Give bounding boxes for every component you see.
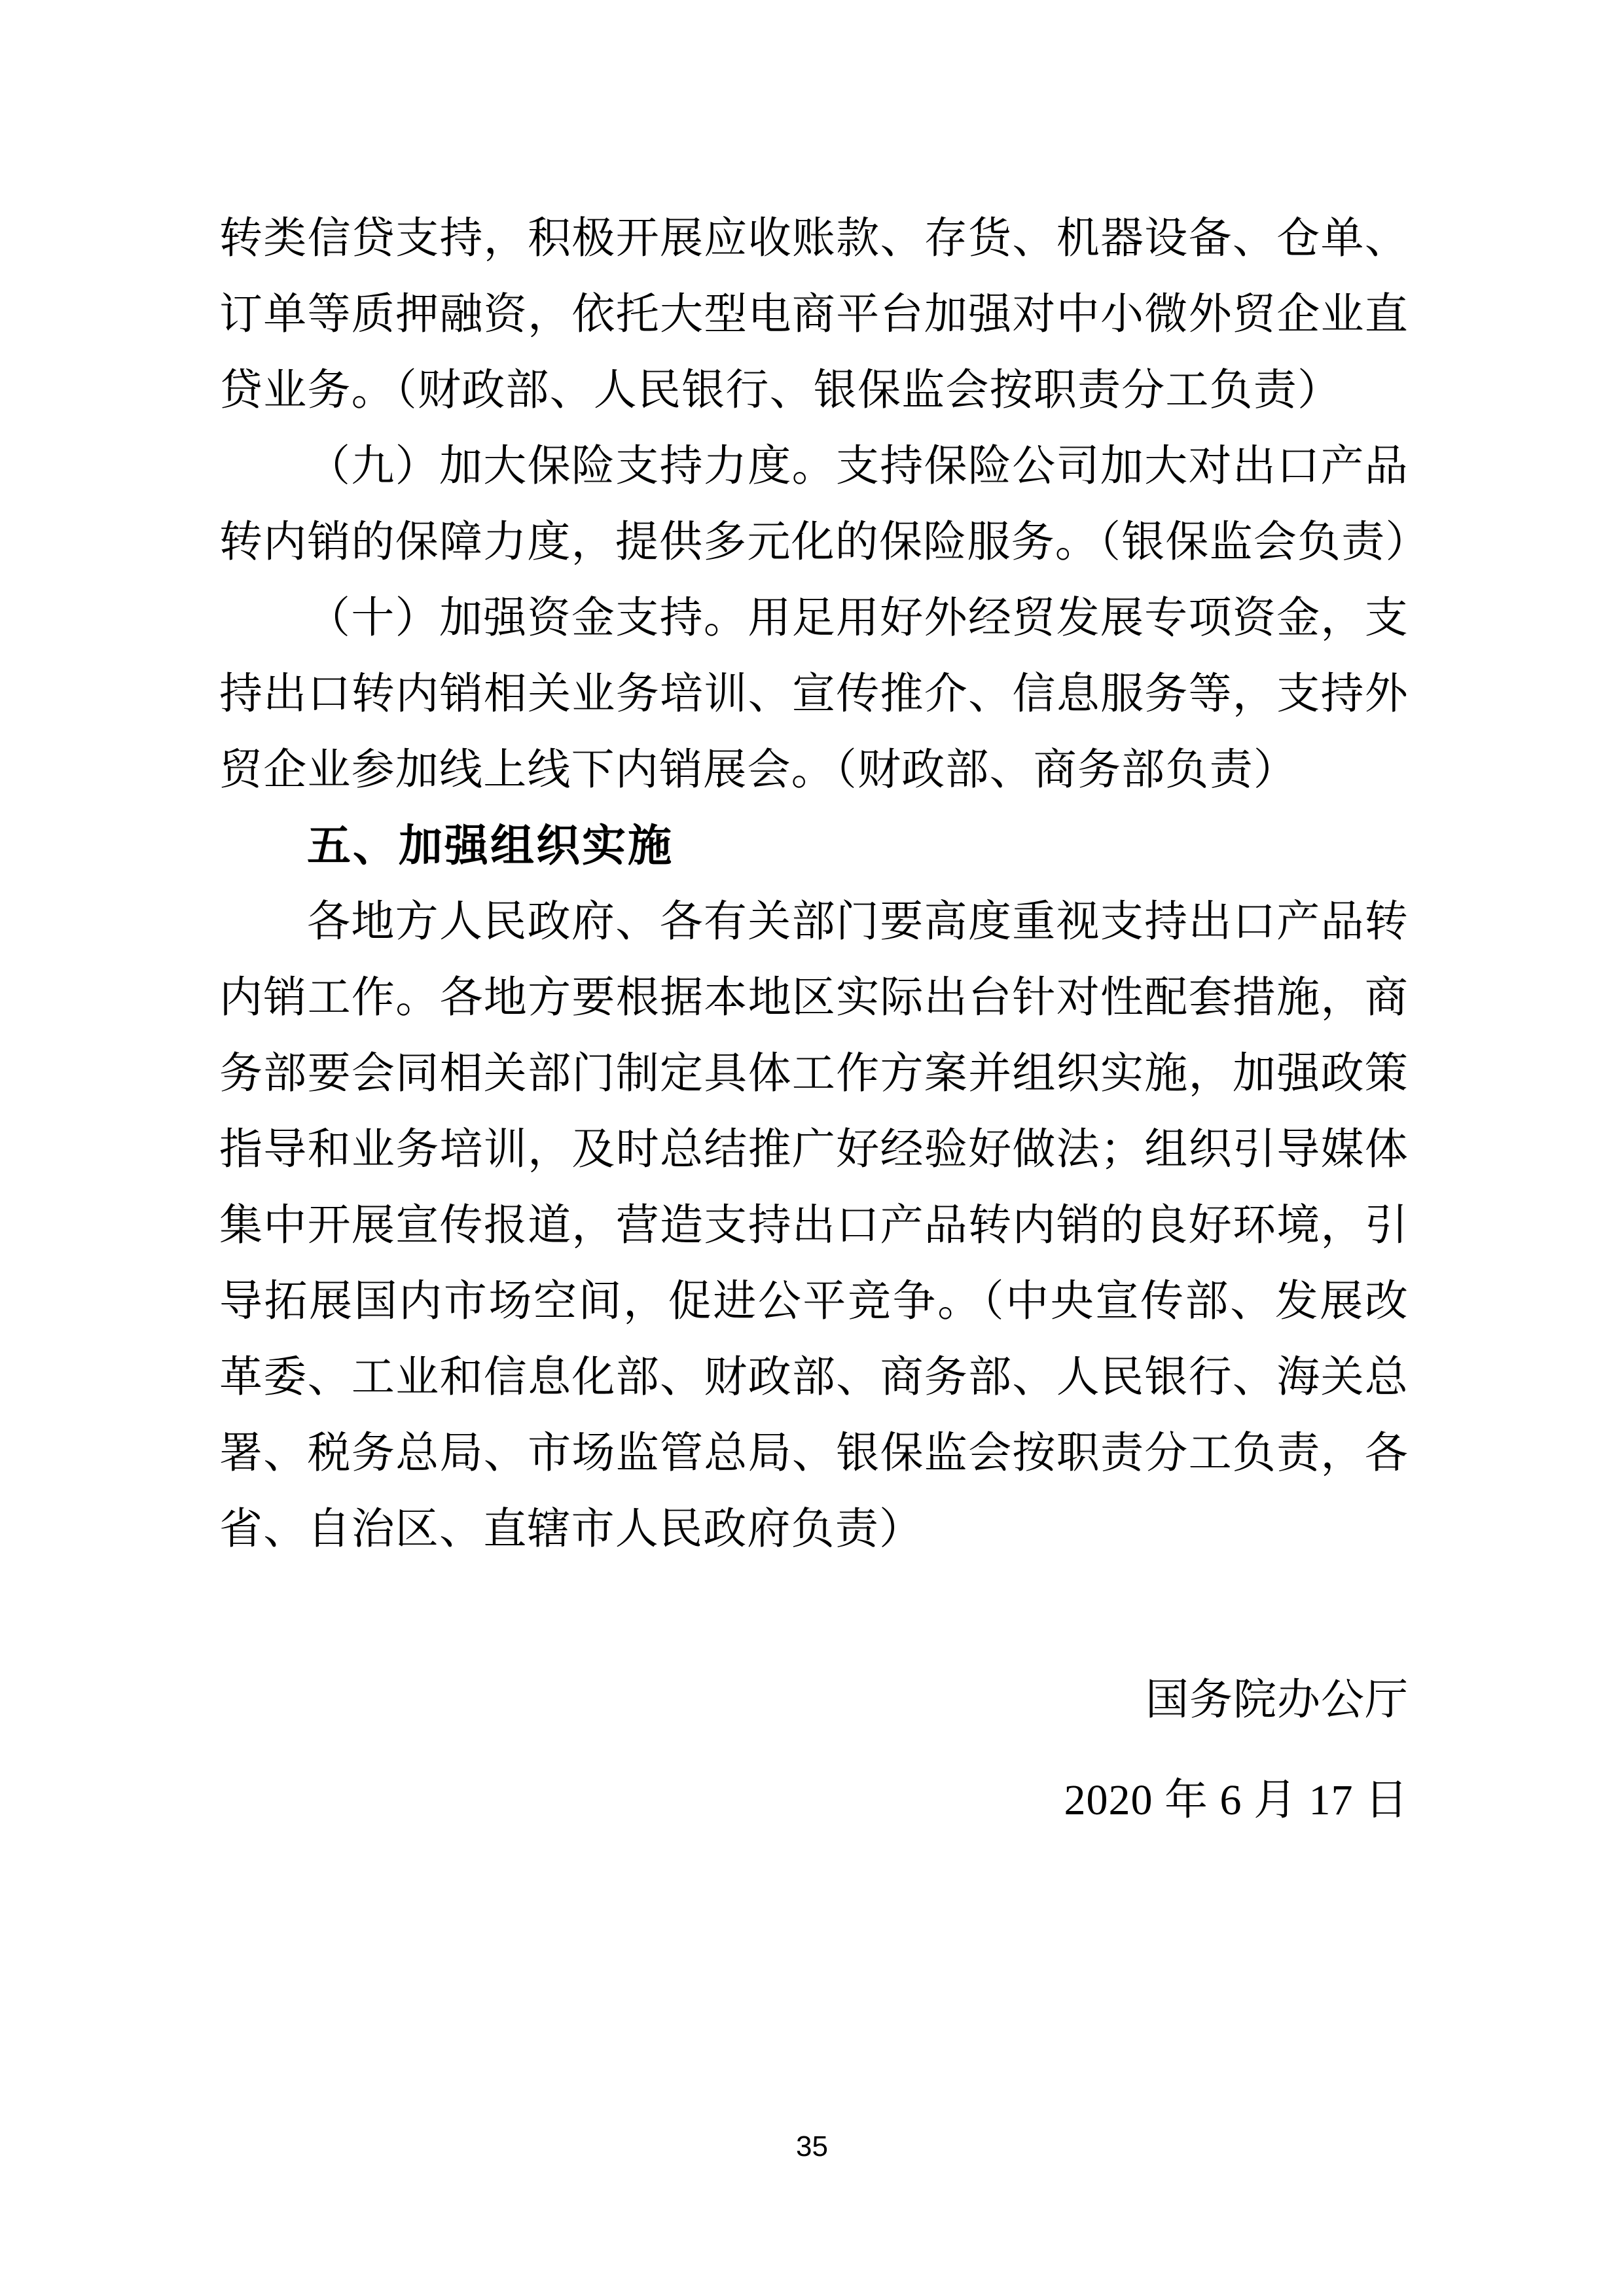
body-line: 内销工作。各地方要根据本地区实际出台针对性配套措施，商	[219, 974, 1409, 1022]
body-line: 署、税务总局、市场监管总局、银保监会按职责分工负责，各	[219, 1429, 1409, 1477]
signature-date: 2020 年 6 月 17 日	[1064, 1776, 1409, 1824]
body-line: 贷业务。（财政部、人民银行、银保监会按职责分工负责）	[219, 367, 1342, 414]
body-line: 各地方人民政府、各有关部门要高度重视支持出口产品转	[307, 898, 1409, 946]
body-line: 订单等质押融资，依托大型电商平台加强对中小微外贸企业直	[219, 291, 1409, 338]
body-line: 导拓展国内市场空间，促进公平竞争。（中央宣传部、发展改	[219, 1278, 1409, 1325]
body-line: 转类信贷支持，积极开展应收账款、存货、机器设备、仓单、	[219, 215, 1409, 262]
body-line: 持出口转内销相关业务培训、宣传推介、信息服务等，支持外	[219, 670, 1409, 718]
body-line: （十）加强资金支持。用足用好外经贸发展专项资金，支	[307, 594, 1409, 642]
page-number: 35	[796, 2130, 828, 2162]
body-line: （九）加大保险支持力度。支持保险公司加大对出口产品	[307, 442, 1409, 490]
body-line: 集中开展宣传报道，营造支持出口产品转内销的良好环境，引	[219, 1202, 1409, 1249]
document-body	[219, 201, 1430, 1568]
section-heading: 五、加强组织实施	[307, 821, 674, 870]
signature-issuer: 国务院办公厅	[1146, 1676, 1409, 1724]
body-line: 省、自治区、直辖市人民政府负责）	[219, 1505, 924, 1553]
body-line: 转内销的保障力度，提供多元化的保险服务。（银保监会负责）	[219, 518, 1430, 566]
body-line: 贸企业参加线上线下内销展会。（财政部、商务部负责）	[219, 746, 1297, 794]
body-line: 指导和业务培训，及时总结推广好经验好做法；组织引导媒体	[219, 1126, 1409, 1174]
body-line: 革委、工业和信息化部、财政部、商务部、人民银行、海关总	[219, 1354, 1409, 1401]
body-line: 务部要会同相关部门制定具体工作方案并组织实施，加强政策	[219, 1050, 1409, 1098]
